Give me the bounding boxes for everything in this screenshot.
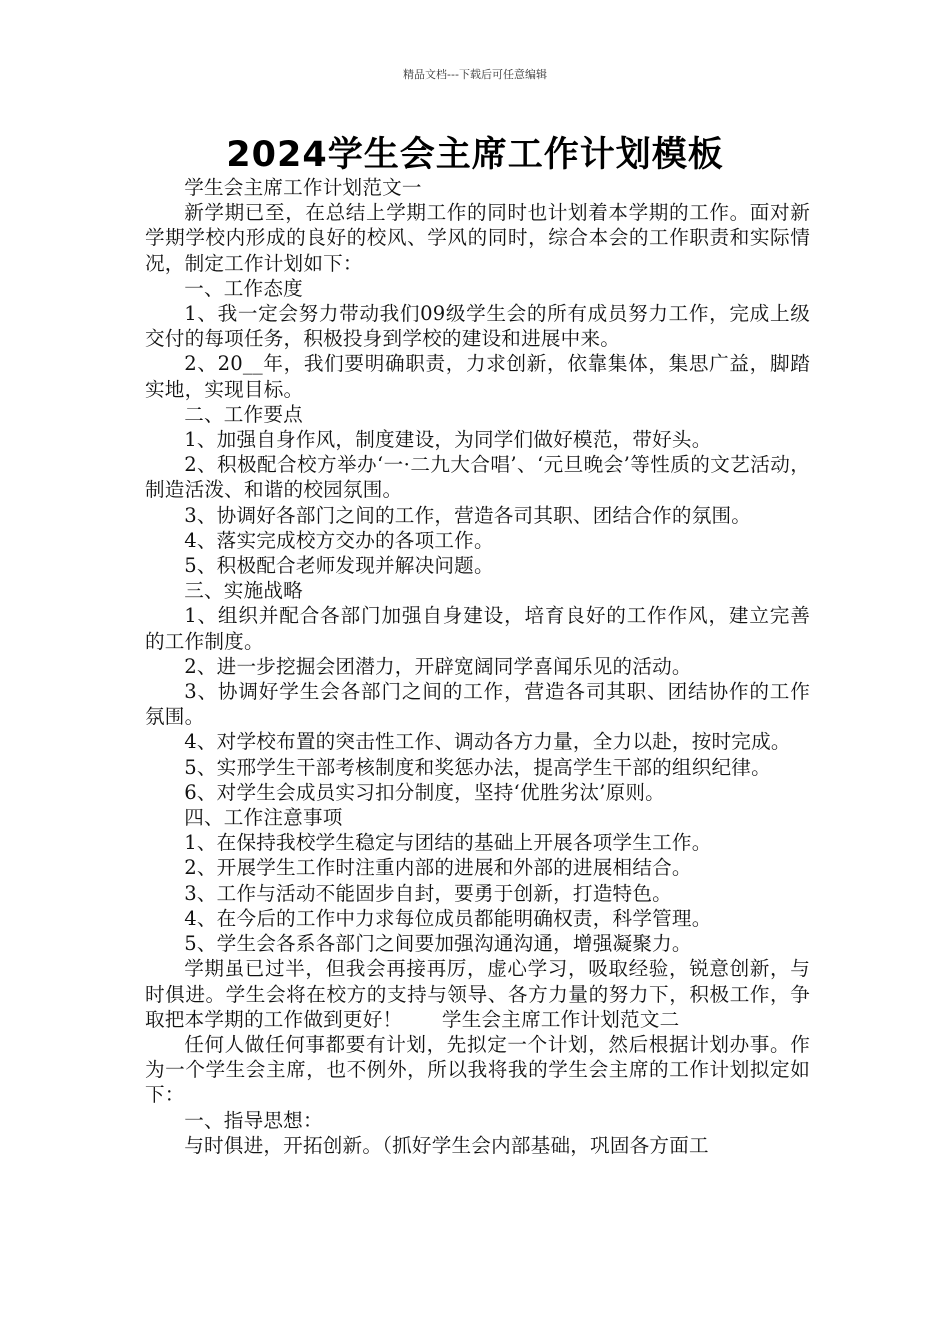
list-item: 1、组织并配合各部门加强自身建设，培育良好的工作作风，建立完善的工作制度。 xyxy=(145,604,810,653)
section-heading: 一、指导思想： xyxy=(184,1108,323,1132)
list-item: 4、落实完成校方交办的各项工作。 xyxy=(184,528,494,552)
list-item: 1、加强自身作风，制度建设，为同学们做好模范，带好头。 xyxy=(184,428,712,452)
list-item: 2、积极配合校方举办‘一·二九大合唱’、‘元旦晚会’等性质的文艺活动，制造活泼、和谐的校园氛围。 xyxy=(145,453,810,502)
paragraph: 与时俱进，开拓创新。（抓好学生会内部基础，巩固各方面工 xyxy=(184,1133,709,1157)
list-item: 5、学生会各系各部门之间要加强沟通沟通，增强凝聚力。 xyxy=(184,932,692,956)
header-note: 精品文档---下载后可任意编辑 xyxy=(403,68,547,81)
list-item: 2、进一步挖掘会团潜力，开辟宽阔同学喜闻乐见的活动。 xyxy=(184,654,692,678)
list-item: 4、在今后的工作中力求每位成员都能明确权责，科学管理。 xyxy=(184,906,712,930)
list-item: 3、协调好各部门之间的工作，营造各司其职、团结合作的氛围。 xyxy=(184,503,752,527)
document-body xyxy=(145,175,810,1158)
list-item: 2、20__年，我们要明确职责，力求创新，依靠集体，集思广益，脚踏实地，实现目标。 xyxy=(145,352,810,401)
section-heading: 学生会主席工作计划范文一 xyxy=(184,176,422,199)
list-item: 1、我一定会努力带动我们09级学生会的所有成员努力工作，完成上级交付的每项任务，积极投身到学校的建设和进展中来。 xyxy=(145,302,810,351)
paragraph: 新学期已至，在总结上学期工作的同时也计划着本学期的工作。面对新学期学校内形成的良好的校风、学风的同时，综合本会的工作职责和实际情况，制定工作计划如下： xyxy=(145,201,810,275)
document-title: 2024学生会主席工作计划模板 xyxy=(226,135,724,175)
section-heading: 三、实施战略 xyxy=(184,579,303,603)
paragraph: 学期虽已过半，但我会再接再厉，虚心学习，吸取经验，锐意创新，与时俱进。学生会将在校方的支持与领导、各方力量的努力下，积极工作，争取把本学期的工作做到更好！ 学生会主席工作计划范文二 xyxy=(145,957,810,1031)
list-item: 6、对学生会成员实习扣分制度，坚持‘优胜劣汰’原则。 xyxy=(184,780,665,804)
paragraph: 任何人做任何事都要有计划，先拟定一个计划，然后根据计划办事。作为一个学生会主席，也不例外，所以我将我的学生会主席的工作计划拟定如下： xyxy=(145,1032,810,1107)
list-item: 2、开展学生工作时注重内部的进展和外部的进展相结合。 xyxy=(184,856,692,880)
list-item: 1、在保持我校学生稳定与团结的基础上开展各项学生工作。 xyxy=(184,831,712,855)
section-heading: 四、工作注意事项 xyxy=(184,806,343,830)
list-item: 5、实邢学生干部考核制度和奖惩办法，提高学生干部的组织纪律。 xyxy=(184,755,771,779)
list-item: 3、工作与活动不能固步自封，要勇于创新，打造特色。 xyxy=(184,881,672,905)
section-heading: 二、工作要点 xyxy=(184,402,303,426)
list-item: 4、对学校布置的突击性工作、调动各方力量，全力以赴，按时完成。 xyxy=(184,730,791,754)
list-item: 5、积极配合老师发现并解决问题。 xyxy=(184,554,494,578)
section-heading: 一、工作态度 xyxy=(184,276,303,300)
list-item: 3、协调好学生会各部门之间的工作，营造各司其职、团结协作的工作氛围。 xyxy=(145,680,810,729)
